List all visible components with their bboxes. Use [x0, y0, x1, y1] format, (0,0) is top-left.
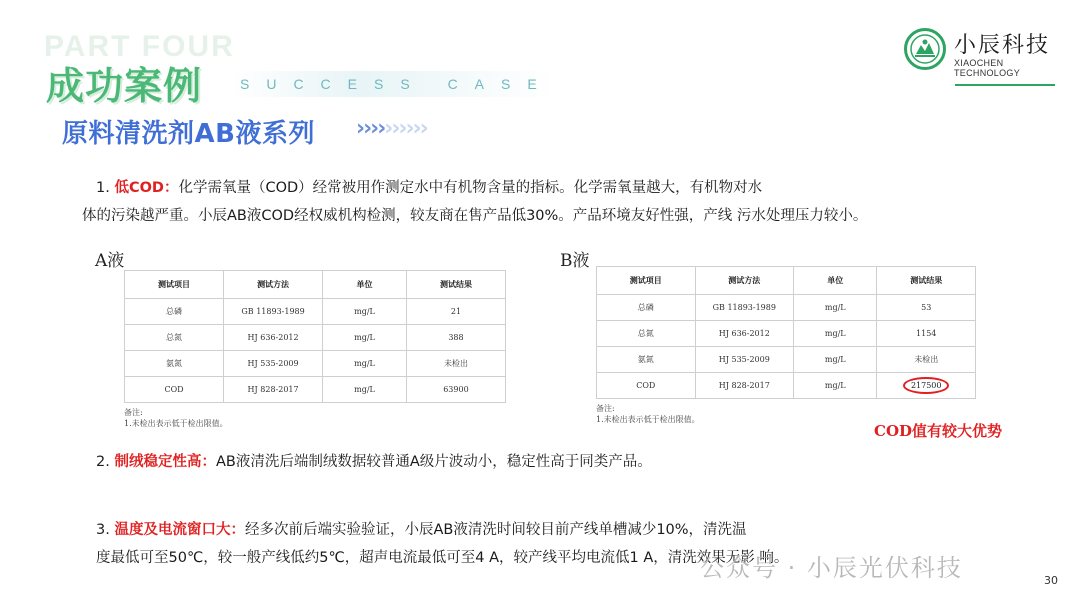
- point-text: AB液清洗后端制绒数据较普通A级片波动小，稳定性高于同类产品。: [215, 454, 652, 470]
- point-number: 2.: [96, 454, 110, 470]
- point-1-line-1: [96, 178, 762, 198]
- cell: GB 11893-1989: [695, 295, 794, 321]
- cell: mg/L: [794, 321, 877, 347]
- cell: mg/L: [323, 325, 407, 351]
- cell: 未检出: [877, 347, 976, 373]
- cell: 氨氮: [125, 351, 224, 377]
- header-cell: 测试结果: [877, 267, 976, 295]
- point-heading: 制绒稳定性高：: [114, 454, 216, 470]
- header-cell: 测试方法: [695, 267, 794, 295]
- header-cell: 单位: [323, 271, 407, 299]
- cell: GB 11893-1989: [224, 299, 323, 325]
- cell: 63900: [406, 377, 505, 403]
- subtitle-english: SUCCESS CASE: [230, 71, 555, 97]
- note-line: 1.未检出表示低于检出限值。: [124, 419, 228, 428]
- cell: HJ 636-2012: [224, 325, 323, 351]
- table-row: [125, 299, 506, 325]
- table-b: [596, 266, 976, 425]
- header-cell: 单位: [794, 267, 877, 295]
- cell: COD: [597, 373, 696, 399]
- cell: 388: [406, 325, 505, 351]
- cell: HJ 535-2009: [224, 351, 323, 377]
- point-2: [96, 452, 652, 472]
- table-row: [597, 347, 976, 373]
- cell: 未检出: [406, 351, 505, 377]
- cell: 21: [406, 299, 505, 325]
- cell: 氨氮: [597, 347, 696, 373]
- header-cell: 测试结果: [406, 271, 505, 299]
- cell: HJ 636-2012: [695, 321, 794, 347]
- cell: mg/L: [794, 295, 877, 321]
- section-title: 原料清洗剂AB液系列: [62, 119, 315, 149]
- logo-divider: [955, 84, 1055, 86]
- point-number: 1.: [96, 180, 110, 196]
- note-line: 1.未检出表示低于检出限值。: [596, 415, 700, 424]
- logo-name-en: XIAOCHEN TECHNOLOGY: [954, 58, 1021, 78]
- test-result-table-a: [124, 270, 506, 403]
- cell: 1154: [877, 321, 976, 347]
- cell: 总氮: [597, 321, 696, 347]
- point-number: 3.: [96, 522, 110, 538]
- table-a: [124, 270, 506, 429]
- cod-advantage-annotation: COD值有较大优势: [874, 422, 1003, 440]
- table-header-row: [597, 267, 976, 295]
- test-result-table-b: [596, 266, 976, 399]
- cell: COD: [125, 377, 224, 403]
- table-a-notes: [124, 407, 506, 429]
- point-text: 化学需氧量（COD）经常被用作测定水中有机物含量的指标。化学需氧量越大，有机物对水: [178, 180, 763, 196]
- point-text: 经多次前后端实验验证，小辰AB液清洗时间较目前产线单槽减少10%，清洗温: [244, 522, 747, 538]
- header-cell: 测试项目: [125, 271, 224, 299]
- part-label: PART FOUR: [44, 30, 235, 63]
- table-row: [125, 351, 506, 377]
- chevrons-fade: ››››››: [384, 116, 427, 141]
- table-row: [125, 325, 506, 351]
- header-cell: 测试方法: [224, 271, 323, 299]
- table-header-row: [125, 271, 506, 299]
- cell: 总磷: [125, 299, 224, 325]
- header-cell: 测试项目: [597, 267, 696, 295]
- page-title: 成功案例: [46, 64, 203, 108]
- table-b-caption: B液: [560, 251, 590, 271]
- table-row: [597, 373, 976, 399]
- cell: mg/L: [323, 299, 407, 325]
- cell: 53: [877, 295, 976, 321]
- cell: HJ 828-2017: [695, 373, 794, 399]
- cell: 总氮: [125, 325, 224, 351]
- point-1-line-2: 体的污染越严重。小辰AB液COD经权威机构检测，较友商在售产品低30%。产品环境友好性强，产线 污水处理压力较小。: [82, 208, 868, 224]
- point-3-line-1: [96, 520, 747, 540]
- table-row: [597, 295, 976, 321]
- cell: mg/L: [794, 373, 877, 399]
- logo-name-cn: 小辰科技: [954, 33, 1051, 58]
- chevrons-strong: ››››: [356, 116, 385, 141]
- note-title: 备注:: [596, 404, 615, 413]
- logo-emblem-icon: [904, 28, 946, 70]
- cod-value-circle: 217500: [903, 377, 950, 394]
- point-3-line-2: 度最低可至50℃，较一般产线低约5℃，超声电流最低可至4 A，较产线平均电流低1 A，清洗效果无影 响。: [96, 550, 789, 566]
- cod-cell-highlighted: [877, 373, 976, 399]
- point-heading: 低COD：: [114, 180, 179, 196]
- cell: 总磷: [597, 295, 696, 321]
- table-row: [597, 321, 976, 347]
- chevron-decoration-icon: [356, 116, 427, 141]
- cell: mg/L: [323, 351, 407, 377]
- company-logo: [904, 24, 1064, 76]
- cell: mg/L: [323, 377, 407, 403]
- cell: HJ 828-2017: [224, 377, 323, 403]
- point-heading: 温度及电流窗口大：: [114, 522, 245, 538]
- table-a-caption: A液: [95, 251, 125, 271]
- cell: mg/L: [794, 347, 877, 373]
- table-row: [125, 377, 506, 403]
- cell: HJ 535-2009: [695, 347, 794, 373]
- page-number: 30: [1044, 574, 1058, 587]
- note-title: 备注:: [124, 408, 143, 417]
- watermark: 公众号 · 小辰光伏科技: [700, 554, 963, 582]
